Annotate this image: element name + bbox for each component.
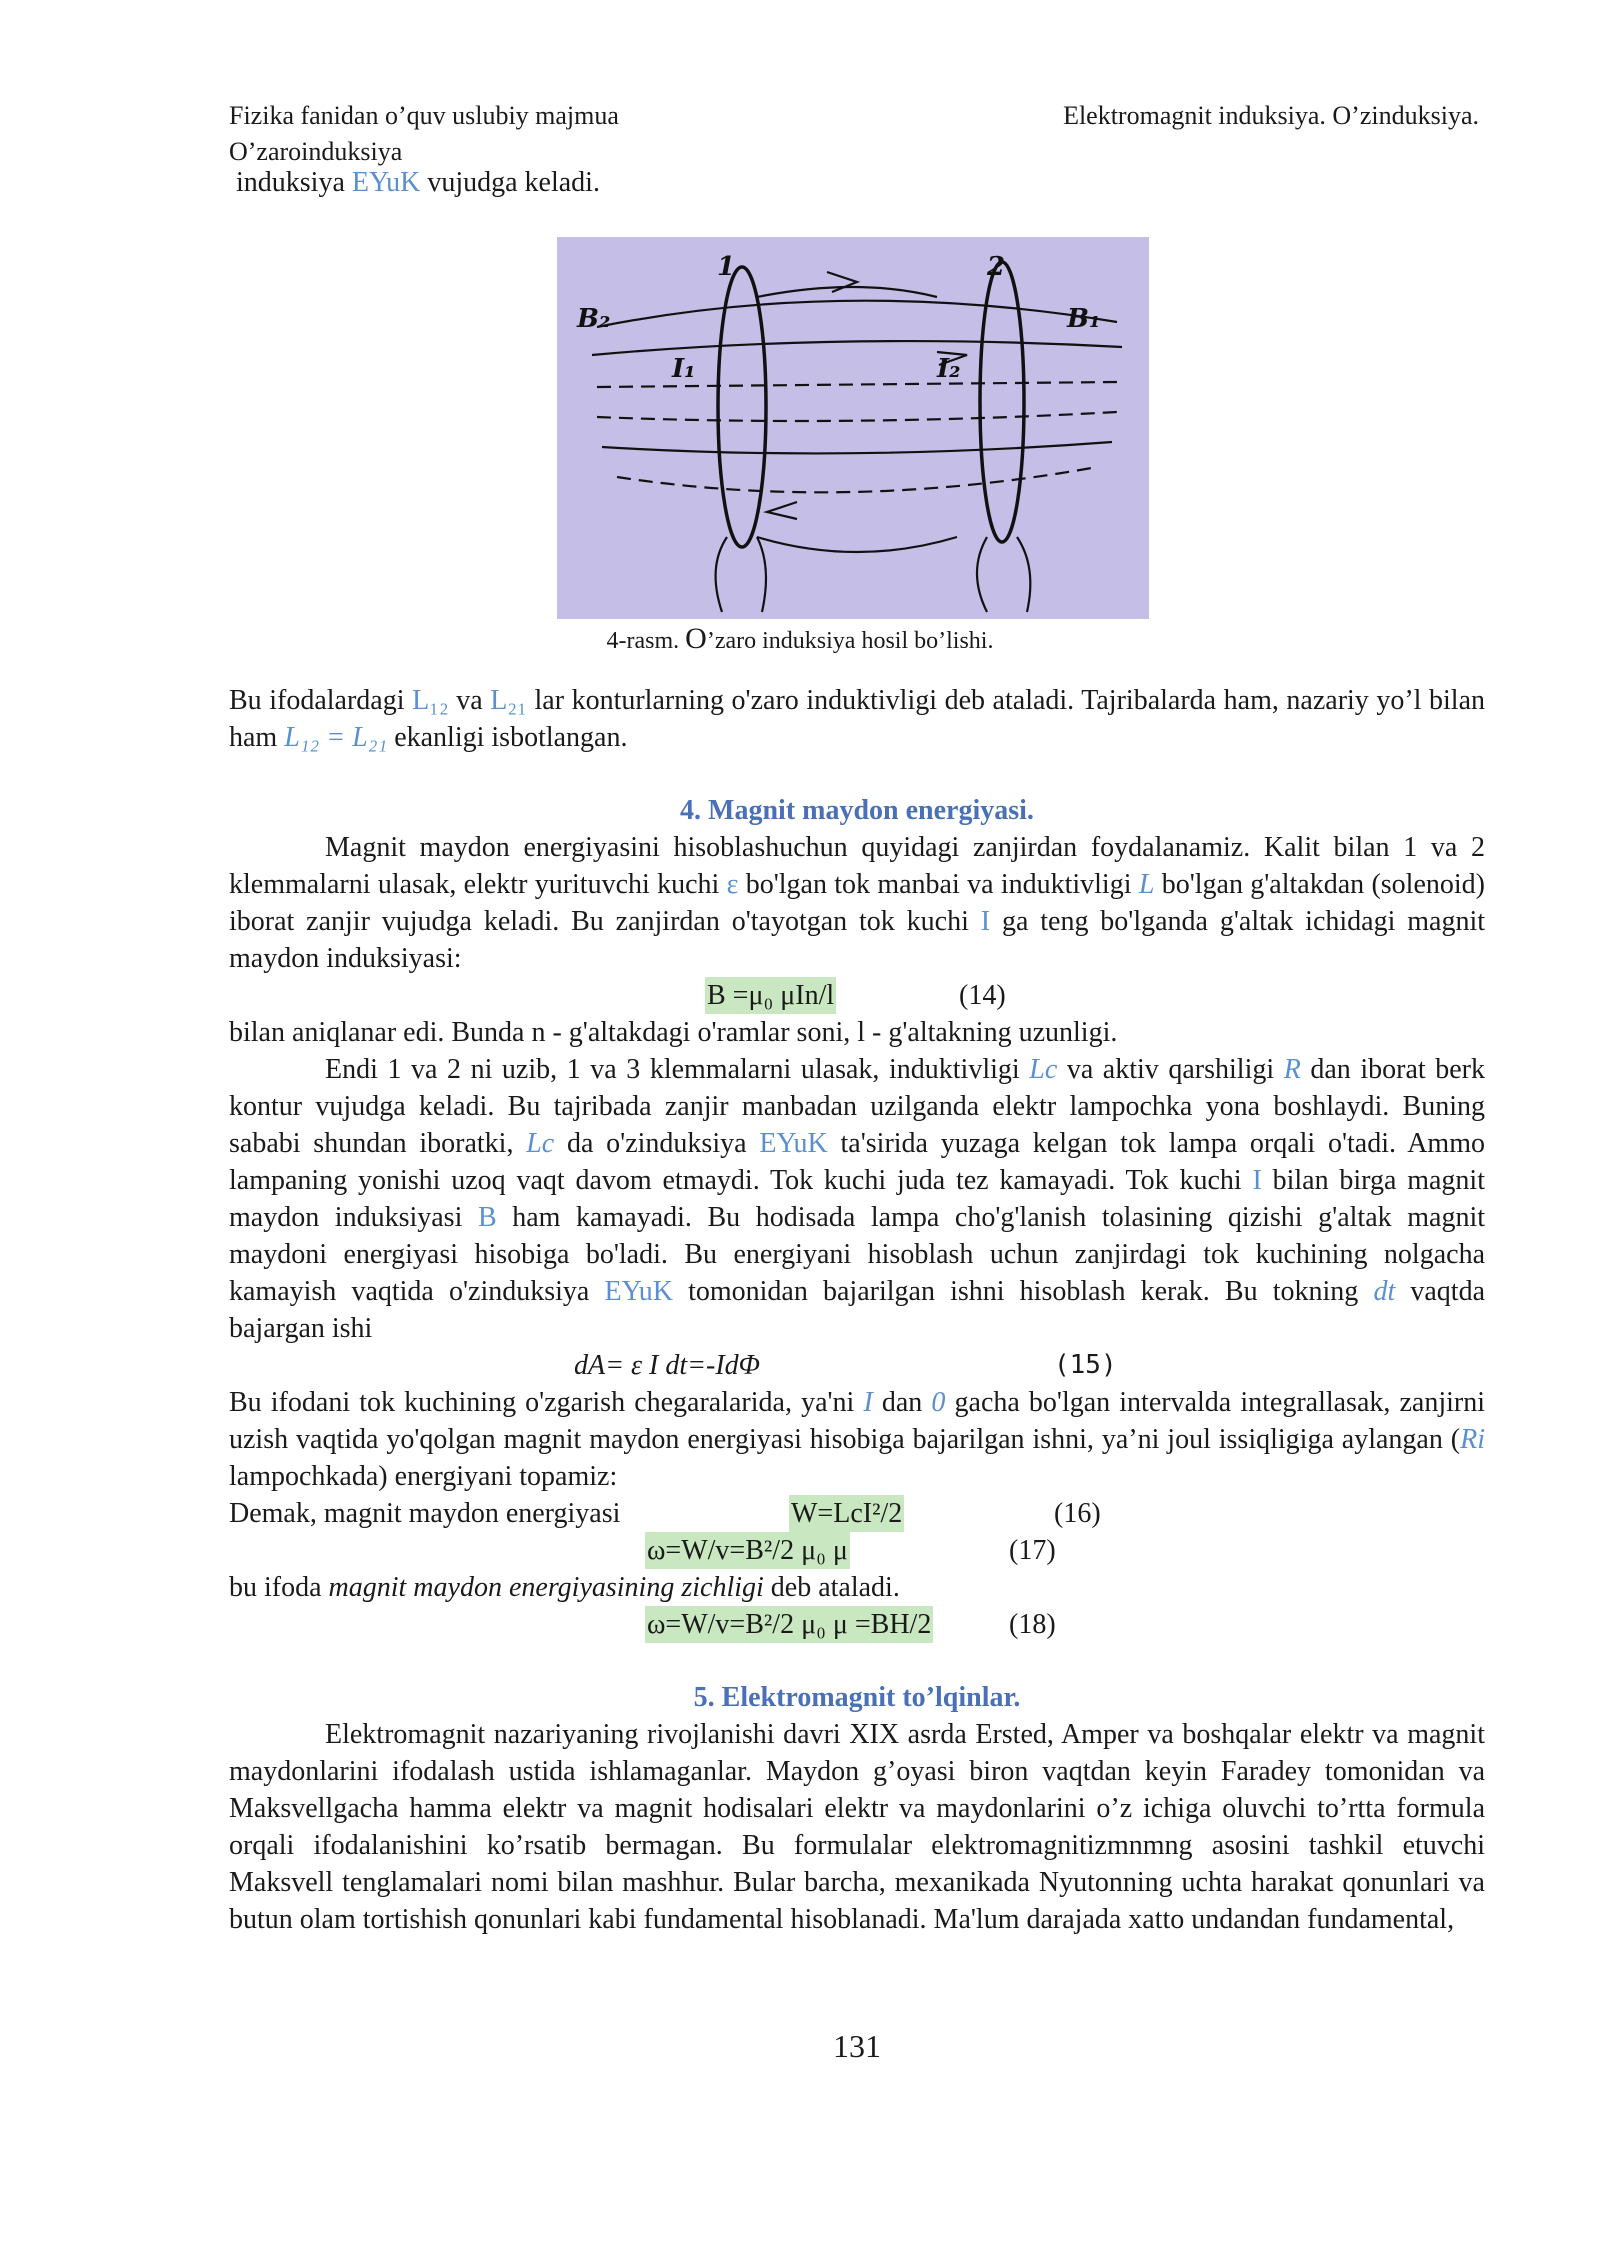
header-left-line1: Fizika fanidan o’quv uslubiy majmua <box>229 101 619 130</box>
formula-14-number: (14) <box>959 980 1006 1011</box>
figure-background <box>557 237 1149 619</box>
formula-17-expr: ω=W/v=B²/2 μ₀ μ <box>645 1532 850 1569</box>
formula-16 <box>229 1495 1485 1532</box>
label-b-right: B₁ <box>1067 304 1101 334</box>
paragraph-em-waves: Elektromagnit nazariyaning rivojlanishi davri XIX asrda Ersted, Amper va boshqalar elektr va magnit maydonlarini ifodalash ustida ishlamaganlar. Maydon g’oyasi biron vaqtdan keyin Faradey tomonidan va Maksvellgacha hamma elektr va magnit hodisalari elektr va maydonlarini o’z ichiga oluvchi to’rtta formula orqali ifodalanishini ko’rsatib bermagan. Bu formulalar elektromagnitizmnmng asosini tashkil etuvchi Maksvell tenglamalari nomi bilan mashhur. Bular barcha, mexanikada Nyutonning uchta harakat qonunlari va butun olam tortishish qonunlari kabi fundamental hisoblanadi. Ma'lum darajada xatto undandan fundamental, <box>229 1719 1485 1935</box>
header-left-line2: O’zaroinduksiya <box>229 137 403 166</box>
page-number: 131 <box>833 2028 881 2064</box>
formula-17 <box>229 1532 1485 1569</box>
formula-16-number: (16) <box>1054 1498 1101 1529</box>
section-4-heading: 4. Magnit maydon energiyasi. <box>680 795 1034 826</box>
paragraph-energy-intro: Magnit maydon energiyasini hisoblashuchun quyidagi zanjirdan foydalanamiz. Kalit bilan 1 va 2 klemmalarni ulasak, elektr yurituvchi kuchi ε bo'lgan tok manbai va induktivligi L bo'lgan g'altakdan (solenoid) iborat zanjir vujudga keladi. Bu zanjirdan o'tayotgan tok kuchi I ga teng bo'lganda g'altak ichidagi magnit maydon induksiyasi: <box>229 832 1485 974</box>
paragraph-bunda: bilan aniqlanar edi. Bunda n - g'altakdagi o'ramlar soni, l - g'altakning uzunligi. <box>229 1017 1118 1048</box>
formula-14 <box>229 977 1485 1014</box>
formula-15-number: (15) <box>1054 1350 1117 1380</box>
label-coil-1: 1 <box>717 252 736 282</box>
label-coil-2: 2 <box>987 252 1006 282</box>
label-b-left: B₂ <box>577 304 611 334</box>
formula-16-lead: Demak, magnit maydon energiyasi <box>229 1498 621 1529</box>
paragraph-self-induction: Endi 1 va 2 ni uzib, 1 va 3 klemmalarni ulasak, induktivligi Lc va aktiv qarshiligi R dan iborat berk kontur vujudga keladi. Bu tajribada zanjir manbadan uzilganda elektr lampochka yona boshlaydi. Buning sababi shundan iboratki, Lc da o'zinduksiya EYuK ta'sirida yuzaga kelgan tok lampa orqali o'tadi. Ammo lampaning yonishi uzoq vaqt davom etmaydi. Tok kuchi juda tez kamayadi. Tok kuchi I bilan birga magnit maydon induksiyasi B ham kamayadi. Bu hodisada lampa cho'g'lanish tolasining qizishi g'altak magnit maydoni energiyasi hisobiga bo'ladi. Bu energiyani hisoblash uchun zanjirdagi tok kuchining nolgacha kamayish vaqtida o'zinduksiya EYuK tomonidan bajarilgan ishni hisoblash kerak. Bu tokning dt vaqtda bajargan ishi <box>229 1054 1486 1344</box>
label-i-left: I₁ <box>672 354 696 384</box>
paragraph-integration: Bu ifodani tok kuchining o'zgarish chegaralarida, ya'ni I dan 0 gacha bo'lgan intervalda integrallasak, zanjirni uzish vaqtida yo'qolgan magnit maydon energiyasi hisobiga bajarilgan ishni, ya’ni joul issiqligiga aylangan (Ri lampochkada) energiyani topamiz: <box>229 1387 1486 1492</box>
formula-18 <box>229 1606 1485 1643</box>
paragraph-density: bu ifoda magnit maydon energiyasining zichligi deb ataladi. <box>229 1572 900 1603</box>
formula-18-number: (18) <box>1009 1609 1056 1640</box>
figure-caption: 4-rasm. O’zaro induksiya hosil bo’lishi. <box>606 622 994 655</box>
running-header-left <box>229 98 619 170</box>
label-i-right: I₂ <box>937 354 961 384</box>
eyuk-term: EYuK <box>351 167 421 198</box>
mutual-induction-figure <box>557 237 1149 619</box>
coils-diagram <box>557 237 1149 619</box>
main-text <box>229 682 1485 1938</box>
formula-15 <box>229 1347 1485 1384</box>
formula-16-expr: W=LcI²/2 <box>789 1495 904 1532</box>
intro-line: induksiya EYuK vujudga keladi. <box>236 167 600 198</box>
formula-17-number: (17) <box>1009 1535 1056 1566</box>
formula-14-expr: B =μ₀ μIn/l <box>705 977 836 1014</box>
running-header-right: Elektromagnit induksiya. O’zinduksiya. <box>1063 101 1479 130</box>
paragraph-mutual-inductance: Bu ifodalardagi L₁₂ va L₂₁ lar konturlarning o'zaro induktivligi deb ataladi. Tajribalarda ham, nazariy yo’l bilan ham L₁₂ = L₂₁ ekanligi isbotlangan. <box>229 685 1486 753</box>
formula-15-expr: dA= ε I dt=-IdΦ <box>574 1350 760 1381</box>
section-5-heading: 5. Elektromagnit to’lqinlar. <box>693 1682 1021 1713</box>
formula-18-expr: ω=W/v=B²/2 μ₀ μ =BH/2 <box>645 1606 933 1643</box>
